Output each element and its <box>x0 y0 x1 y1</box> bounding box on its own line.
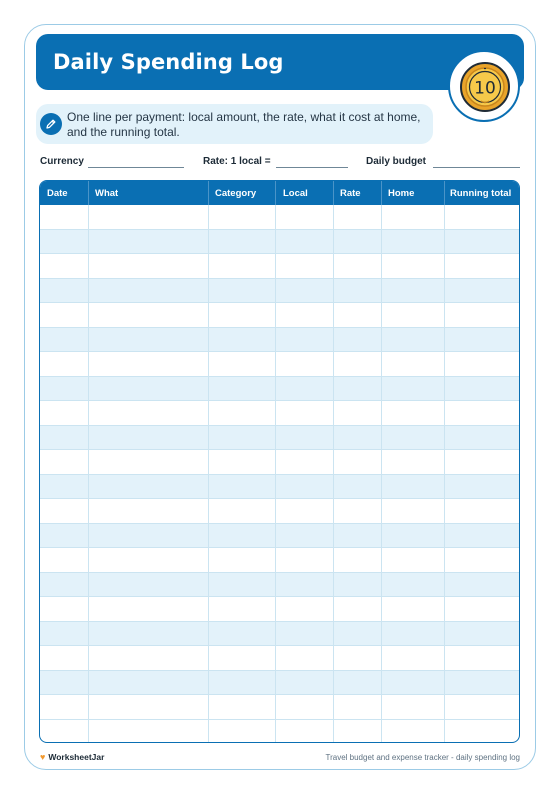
rate-field[interactable] <box>276 167 348 168</box>
column-header-running-total: Running total <box>450 188 512 199</box>
header-column-divider <box>275 181 276 205</box>
rate-label: Rate: 1 local = <box>203 156 271 167</box>
table-row[interactable] <box>40 230 519 255</box>
table-body <box>40 205 519 720</box>
daily-budget-field[interactable] <box>433 167 520 168</box>
table-row[interactable] <box>40 401 519 426</box>
table-row[interactable] <box>40 426 519 451</box>
spending-table <box>39 180 520 743</box>
table-row[interactable] <box>40 573 519 598</box>
coin-badge <box>448 50 520 122</box>
column-divider <box>381 205 382 742</box>
column-divider <box>275 205 276 742</box>
table-row[interactable] <box>40 254 519 279</box>
column-divider <box>208 205 209 742</box>
daily-budget-label: Daily budget <box>366 156 427 167</box>
table-row[interactable] <box>40 671 519 696</box>
column-header-home: Home <box>388 188 415 199</box>
brand-name: WorksheetJar <box>48 752 105 762</box>
header-column-divider <box>333 181 334 205</box>
heart-icon: ♥ <box>40 752 46 762</box>
instruction-text: One line per payment: local amount, the rate, what it cost at home, and the running total. <box>67 110 421 139</box>
currency-field[interactable] <box>88 167 184 168</box>
table-row[interactable] <box>40 328 519 353</box>
table-row[interactable] <box>40 695 519 720</box>
table-row[interactable] <box>40 524 519 549</box>
header-column-divider <box>381 181 382 205</box>
page-title: Daily Spending Log <box>53 50 284 74</box>
column-header-category: Category <box>215 188 257 199</box>
currency-label: Currency <box>40 156 84 167</box>
table-row[interactable] <box>40 450 519 475</box>
table-row[interactable] <box>40 303 519 328</box>
footer <box>40 752 520 764</box>
footer-caption: Travel budget and expense tracker - daily spending log <box>325 753 520 762</box>
column-divider <box>333 205 334 742</box>
instruction-note <box>36 104 433 144</box>
column-divider <box>444 205 445 742</box>
pencil-icon <box>40 113 62 135</box>
coin-icon <box>459 61 511 113</box>
column-header-rate: Rate <box>340 188 361 199</box>
column-header-local: Local <box>283 188 308 199</box>
table-row[interactable] <box>40 499 519 524</box>
header-column-divider <box>444 181 445 205</box>
table-row[interactable] <box>40 597 519 622</box>
table-row[interactable] <box>40 279 519 304</box>
table-row[interactable] <box>40 475 519 500</box>
table-row[interactable] <box>40 646 519 671</box>
table-row[interactable] <box>40 377 519 402</box>
table-row[interactable] <box>40 352 519 377</box>
column-header-date: Date <box>47 188 68 199</box>
table-header <box>40 181 519 205</box>
table-row[interactable] <box>40 548 519 573</box>
brand <box>40 752 104 762</box>
column-divider <box>88 205 89 742</box>
header-fields <box>40 156 520 170</box>
header-column-divider <box>88 181 89 205</box>
header-column-divider <box>208 181 209 205</box>
table-row[interactable] <box>40 622 519 647</box>
coin-number: 10 <box>474 78 496 99</box>
column-header-what: What <box>95 188 119 199</box>
table-row[interactable] <box>40 205 519 230</box>
